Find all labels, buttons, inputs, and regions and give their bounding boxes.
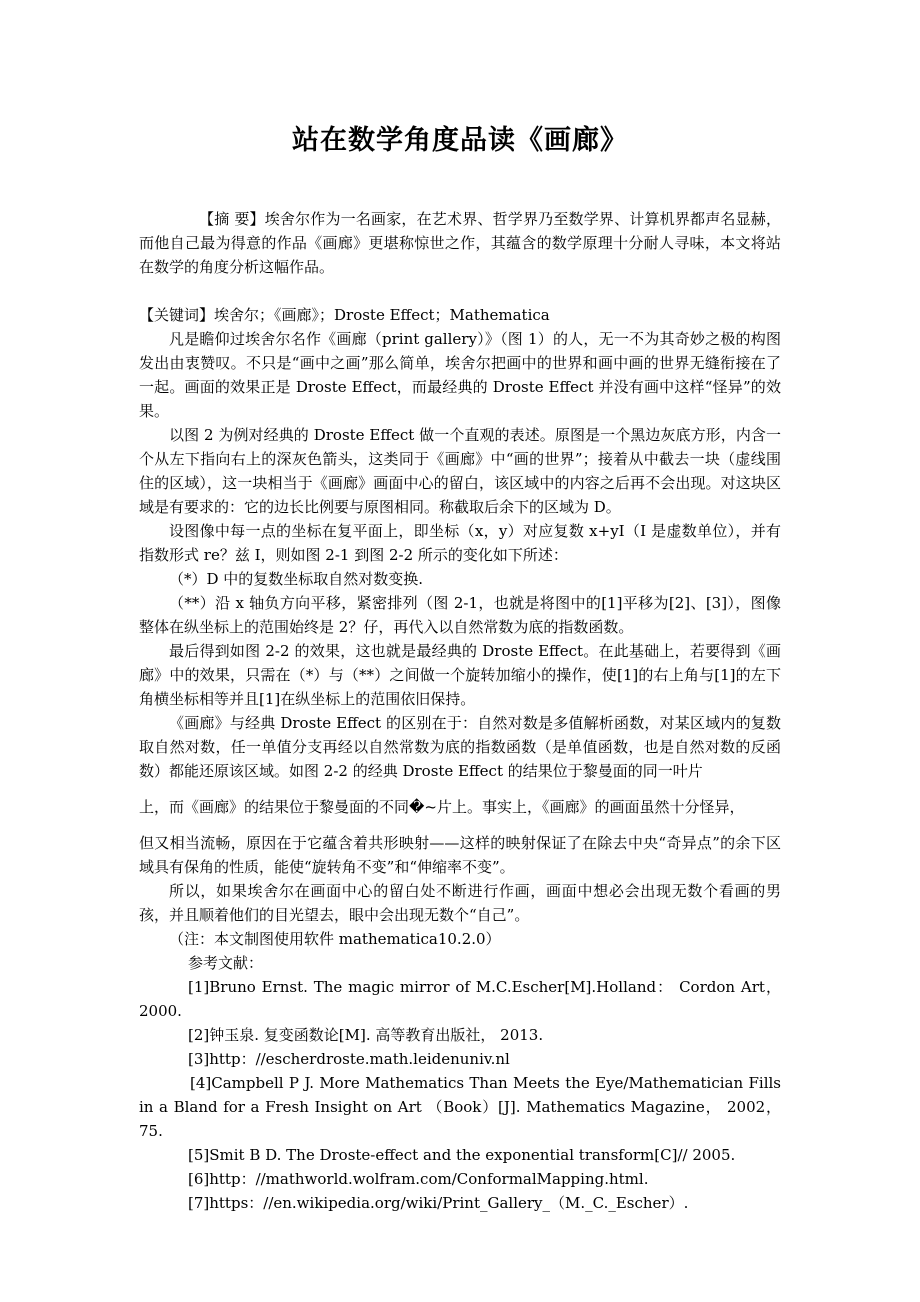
page-title: 站在数学角度品读《画廊》	[292, 125, 628, 156]
paragraph: 最后得到如图 2-2 的效果，这也就是最经典的 Droste Effect。在此基础上，若要得到《画廊》中的效果，只需在（*）与（**）之间做一个旋转加缩小的操作，使[1]的右上角与[1]的左下角横坐标相等并且[1]在纵坐标上的范围依旧保持。	[139, 642, 781, 708]
paragraph: 设图像中每一点的坐标在复平面上，即坐标（x，y）对应复数 x+yI（I 是虚数单位），并有指数形式 re？兹 I，则如图 2-1 到图 2-2 所示的变化如下所述：	[139, 522, 781, 564]
paragraph: 《画廊》与经典 Droste Effect 的区别在于：自然对数是多值解析函数，对某区域内的复数取自然对数，任一单值分支再经以自然常数为底的指数函数（是单值函数，也是自然对数的反函数）都能还原该区域。如图 2-2 的经典 Droste Effect 的结果位于黎曼面的同一叶片	[139, 714, 781, 780]
document-body	[139, 207, 781, 1215]
keywords: 【关键词】埃舍尔；《画廊》；Droste Effect；Mathematica	[139, 306, 550, 324]
paragraph: 以图 2 为例对经典的 Droste Effect 做一个直观的表述。原图是一个黑边灰底方形，内含一个从左下指向右上的深灰色箭头，这类同于《画廊》中“画的世界”；接着从中截去一块（虚线围住的区域），这一块相当于《画廊》画面中心的留白，该区域中的内容之后再不会出现。对这块区域是有要求的：它的边长比例要与原图相同。称截取后余下的区域为 D。	[139, 426, 781, 516]
paragraph: （*）D 中的复数坐标取自然对数变换.	[169, 570, 424, 588]
reference-item: [6]http：//mathworld.wolfram.com/ConformalMapping.html.	[188, 1170, 649, 1188]
reference-item: [5]Smit B D. The Droste-effect and the exponential transform[C]// 2005.	[188, 1146, 736, 1164]
reference-item: [1]Bruno Ernst. The magic mirror of M.C.Escher[M].Holland： Cordon Art， 2000.	[139, 978, 781, 1020]
references-heading: 参考文献：	[188, 954, 264, 972]
paragraph: 上，而《画廊》的结果位于黎曼面的不同�~片上。事实上，《画廊》的画面虽然十分怪异，	[139, 798, 745, 816]
paragraph: 但又相当流畅，原因在于它蕴含着共形映射——这样的映射保证了在除去中央“奇异点”的余下区域具有保角的性质，能使“旋转角不变”和“伸缩率不变”。	[139, 834, 781, 876]
abstract: 【摘 要】埃舍尔作为一名画家，在艺术界、哲学界乃至数学界、计算机界都声名显赫，而他自己最为得意的作品《画廊》更堪称惊世之作，其蕴含的数学原理十分耐人寻味，本文将站在数学的角度分析这幅作品。	[139, 210, 781, 276]
reference-item: [4]Campbell P J. More Mathematics Than Meets the Eye/Mathematician Fills in a Bland for a Fresh Insight on Art （Book）[J]. Mathematics Magazine， 2002， 75.	[139, 1074, 781, 1140]
paragraph: 所以，如果埃舍尔在画面中心的留白处不断进行作画，画面中想必会出现无数个看画的男孩，并且顺着他们的目光望去，眼中会出现无数个“自己”。	[139, 882, 781, 924]
note: （注：本文制图使用软件 mathematica10.2.0）	[169, 930, 501, 948]
paragraph: 凡是瞻仰过埃舍尔名作《画廊（print gallery）》（图 1）的人，无一不为其奇妙之极的构图发出由衷赞叹。不只是“画中之画”那么简单，埃舍尔把画中的世界和画中画的世界无缝衔接在了一起。画面的效果正是 Droste Effect，而最经典的 Droste Effect 并没有画中这样“怪异”的效果。	[139, 330, 781, 420]
reference-item: [3]http：//escherdroste.math.leidenuniv.nl	[188, 1050, 510, 1068]
reference-item: [7]https：//en.wikipedia.org/wiki/Print_Gallery_（M._C._Escher）.	[188, 1194, 689, 1212]
paragraph: （**）沿 x 轴负方向平移，紧密排列（图 2-1，也就是将图中的[1]平移为[2]、[3]），图像整体在纵坐标上的范围始终是 2？仔，再代入以自然常数为底的指数函数。	[139, 594, 781, 636]
reference-item: [2]钟玉泉. 复变函数论[M]. 高等教育出版社， 2013.	[188, 1026, 544, 1044]
